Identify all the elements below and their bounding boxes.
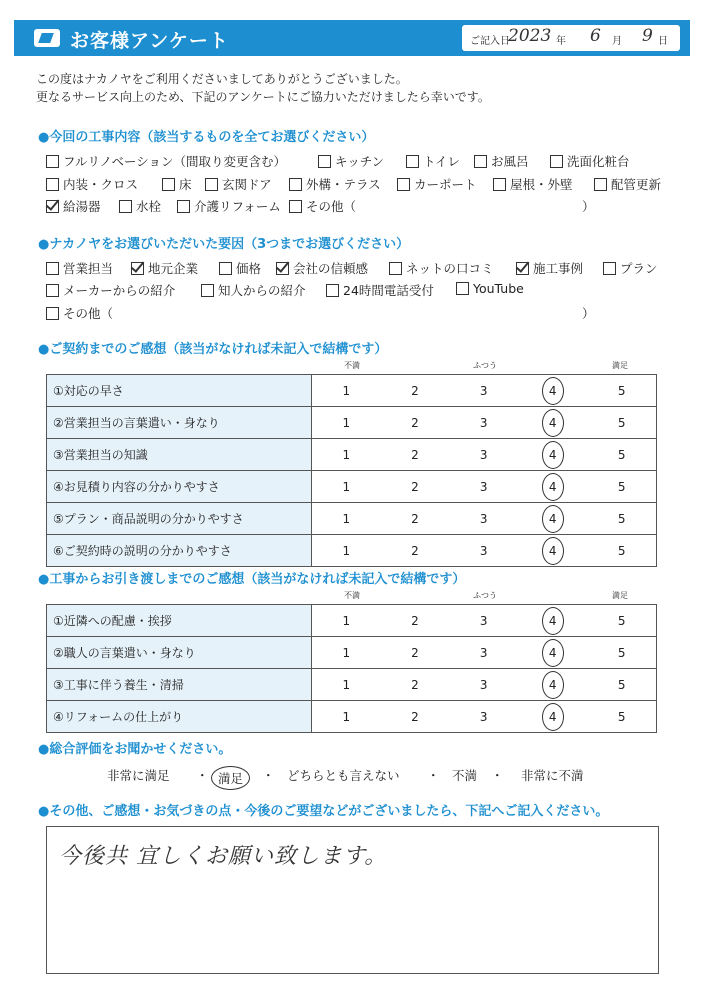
rating-option[interactable]: 1 (342, 415, 351, 430)
checkbox[interactable] (318, 155, 331, 168)
checkbox[interactable] (516, 262, 529, 275)
rating-cell[interactable] (518, 375, 587, 407)
construction-question: ④リフォームの仕上がり (47, 701, 312, 733)
work-option[interactable] (550, 152, 630, 170)
reason-option[interactable] (516, 259, 583, 277)
rating-cell[interactable] (518, 407, 587, 439)
rating-cell[interactable] (381, 407, 450, 439)
rating-cell[interactable] (449, 503, 518, 535)
rating-cell[interactable] (587, 375, 656, 407)
construction-question: ③工事に伴う養生・清掃 (47, 669, 312, 701)
reason-option[interactable] (201, 281, 306, 299)
rating-option[interactable]: 3 (479, 383, 488, 398)
work-option-label: 屋根・外壁 (510, 177, 573, 192)
section-overall-title: ●総合評価をお聞かせください。 (38, 742, 232, 757)
contract-question: ⑤プラン・商品説明の分かりやすさ (47, 503, 312, 535)
section-contract-title: ●ご契約までのご感想（該当がなければ未記入で結構です） (38, 342, 388, 357)
checkbox[interactable] (205, 178, 218, 191)
rating-cell[interactable] (587, 669, 656, 701)
reason-other-close: ） (582, 306, 595, 321)
rating-cell[interactable] (381, 701, 450, 733)
rating-selected[interactable]: 4 (542, 473, 564, 501)
rating-option[interactable]: 3 (479, 709, 488, 724)
scale-high-label: 満足 (612, 361, 628, 370)
overall-selected-option[interactable]: 満足 (211, 766, 250, 790)
work-option-label: トイレ (423, 154, 460, 169)
work-option[interactable] (119, 197, 161, 215)
rating-option[interactable]: 2 (411, 709, 419, 724)
rating-cell[interactable] (449, 439, 518, 471)
rating-cell[interactable] (311, 669, 380, 701)
date-label: ご記入日 (470, 36, 510, 47)
construction-question: ②職人の言葉遣い・身なり (47, 637, 312, 669)
table-row (47, 535, 657, 567)
checkbox[interactable] (550, 155, 563, 168)
contract-rating-table (46, 374, 657, 567)
contract-question: ③営業担当の知識 (47, 439, 312, 471)
rating-selected[interactable]: 4 (542, 639, 564, 667)
checkbox[interactable] (46, 155, 59, 168)
rating-option[interactable]: 3 (479, 415, 488, 430)
rating-cell[interactable] (311, 471, 380, 503)
work-option-label: 外構・テラス (306, 177, 381, 192)
rating-cell[interactable] (449, 701, 518, 733)
reason-option[interactable] (456, 281, 524, 296)
month-unit: 月 (612, 36, 622, 47)
work-option-label: 給湯器 (63, 199, 101, 214)
work-option[interactable] (46, 197, 101, 215)
reason-option-label: 地元企業 (148, 261, 199, 276)
checkbox[interactable] (46, 307, 59, 320)
rating-cell[interactable] (449, 535, 518, 567)
rating-option[interactable]: 2 (411, 415, 419, 430)
rating-option[interactable]: 5 (617, 511, 626, 526)
checkbox[interactable] (119, 200, 132, 213)
checkbox[interactable] (219, 262, 232, 275)
checkbox[interactable] (603, 262, 616, 275)
reason-option-label: YouTube (473, 281, 524, 296)
date-box (462, 25, 680, 51)
reason-option-label: その他（ (63, 306, 114, 321)
work-option-label: フルリノベーション（間取り変更含む） (63, 154, 287, 169)
rating-option[interactable]: 2 (411, 677, 419, 692)
rating-option[interactable]: 1 (342, 645, 351, 660)
rating-cell[interactable] (381, 439, 450, 471)
contract-question: ①対応の早さ (47, 375, 312, 407)
checkbox[interactable] (289, 178, 302, 191)
rating-option[interactable]: 1 (342, 613, 351, 628)
rating-cell[interactable] (587, 637, 656, 669)
work-option-label: お風呂 (491, 154, 529, 169)
rating-cell[interactable] (311, 407, 380, 439)
work-option[interactable] (162, 175, 192, 193)
contract-question: ②営業担当の言葉遣い・身なり (47, 407, 312, 439)
checkbox[interactable] (326, 284, 339, 297)
section-comment-title: ●その他、ご感想・お気づきの点・今後のご要望などがございましたら、下記へご記入ください。 (38, 804, 609, 819)
rating-cell[interactable] (449, 605, 518, 637)
rating-cell[interactable] (311, 605, 380, 637)
reason-option[interactable] (603, 259, 658, 277)
header-bar (14, 20, 690, 56)
checkbox[interactable] (474, 155, 487, 168)
rating-option[interactable]: 5 (617, 383, 626, 398)
rating-cell[interactable] (449, 669, 518, 701)
rating-cell[interactable] (381, 535, 450, 567)
scale-mid-label: ふつう (473, 361, 497, 370)
rating-cell[interactable] (587, 503, 656, 535)
work-option[interactable] (474, 152, 529, 170)
work-option[interactable] (318, 152, 384, 170)
rating-option[interactable]: 5 (617, 479, 626, 494)
separator: ・ (427, 768, 440, 783)
table-row (47, 605, 657, 637)
rating-option[interactable]: 1 (342, 709, 351, 724)
rating-option[interactable]: 5 (617, 543, 626, 558)
checkbox[interactable] (46, 284, 59, 297)
date-month[interactable]: 6 (590, 26, 601, 46)
rating-cell[interactable] (518, 605, 587, 637)
rating-cell[interactable] (518, 439, 587, 471)
contract-question: ④お見積り内容の分かりやすさ (47, 471, 312, 503)
reason-option[interactable] (276, 259, 368, 277)
work-option-label: 内装・クロス (63, 177, 139, 192)
comment-text[interactable]: 今後共 宜しくお願い致します。 (59, 844, 388, 869)
reason-option[interactable] (46, 304, 113, 322)
rating-selected[interactable]: 4 (542, 703, 564, 731)
checkbox[interactable] (397, 178, 410, 191)
rating-option[interactable]: 2 (411, 543, 419, 558)
separator: ・ (196, 768, 209, 783)
rating-option[interactable]: 5 (617, 447, 626, 462)
table-row (47, 669, 657, 701)
reason-option-label: 価格 (236, 261, 262, 276)
company-logo-icon (34, 29, 60, 47)
reason-option[interactable] (219, 259, 261, 277)
work-option[interactable] (406, 152, 460, 170)
work-option-label: 玄関ドア (222, 177, 272, 192)
work-option[interactable] (594, 175, 661, 193)
rating-cell[interactable] (381, 605, 450, 637)
rating-selected[interactable]: 4 (542, 409, 564, 437)
separator: ・ (262, 768, 275, 783)
checkbox[interactable] (46, 262, 59, 275)
rating-selected[interactable]: 4 (542, 671, 564, 699)
reason-option-label: メーカーからの紹介 (63, 283, 176, 298)
reason-option-label: ネットの口コミ (406, 261, 494, 276)
contract-question: ⑥ご契約時の説明の分かりやすさ (47, 535, 312, 567)
work-option-label: 床 (179, 177, 192, 192)
rating-option[interactable]: 5 (617, 709, 626, 724)
reason-option[interactable] (46, 259, 113, 277)
reason-option-label: 会社の信頼感 (293, 261, 369, 276)
table-row (47, 407, 657, 439)
rating-cell[interactable] (311, 535, 380, 567)
rating-cell[interactable] (311, 701, 380, 733)
rating-option[interactable]: 3 (479, 677, 488, 692)
rating-cell[interactable] (381, 471, 450, 503)
rating-option[interactable]: 5 (617, 613, 626, 628)
overall-option[interactable]: どちらとも言えない (287, 768, 400, 783)
rating-selected[interactable]: 4 (542, 441, 564, 469)
table-row (47, 503, 657, 535)
table-row (47, 375, 657, 407)
rating-option[interactable]: 3 (479, 645, 488, 660)
overall-option[interactable]: 非常に不満 (521, 768, 584, 783)
work-option-label: 介護リフォーム (194, 199, 281, 214)
rating-cell[interactable] (518, 535, 587, 567)
rating-cell[interactable] (311, 637, 380, 669)
construction-question: ①近隣への配慮・挨拶 (47, 605, 312, 637)
checkbox[interactable] (406, 155, 419, 168)
rating-option[interactable]: 1 (342, 677, 351, 692)
rating-cell[interactable] (381, 669, 450, 701)
rating-cell[interactable] (518, 701, 587, 733)
table-row (47, 439, 657, 471)
work-option-label: カーポート (414, 177, 477, 192)
rating-option[interactable]: 2 (411, 613, 419, 628)
reason-option-label: 営業担当 (63, 261, 114, 276)
rating-cell[interactable] (311, 503, 380, 535)
checkbox[interactable] (162, 178, 175, 191)
rating-option[interactable]: 3 (479, 479, 488, 494)
checkbox[interactable] (456, 282, 469, 295)
section-reason-title: ●ナカノヤをお選びいただいた要因（3つまでお選びください） (38, 237, 410, 252)
reason-option-label: プラン (620, 261, 658, 276)
rating-option[interactable]: 1 (342, 479, 351, 494)
rating-cell[interactable] (449, 375, 518, 407)
rating-option[interactable]: 3 (479, 447, 488, 462)
rating-selected[interactable]: 4 (542, 505, 564, 533)
rating-cell[interactable] (587, 535, 656, 567)
rating-cell[interactable] (311, 375, 380, 407)
checkbox[interactable] (289, 200, 302, 213)
rating-option[interactable]: 3 (479, 613, 488, 628)
date-year[interactable]: 2023 (508, 26, 552, 46)
scale-high-label: 満足 (612, 591, 628, 600)
rating-cell[interactable] (587, 701, 656, 733)
rating-cell[interactable] (518, 637, 587, 669)
rating-cell[interactable] (381, 375, 450, 407)
rating-cell[interactable] (449, 637, 518, 669)
work-option[interactable] (289, 175, 381, 193)
checkbox[interactable] (389, 262, 402, 275)
reason-option-label: 知人からの紹介 (218, 283, 306, 298)
work-option-label: キッチン (335, 154, 385, 169)
rating-selected[interactable]: 4 (542, 607, 564, 635)
rating-cell[interactable] (587, 439, 656, 471)
overall-option[interactable]: 不満 (452, 768, 478, 783)
rating-option[interactable]: 2 (411, 447, 419, 462)
rating-selected[interactable]: 4 (542, 537, 564, 565)
checkbox[interactable] (131, 262, 144, 275)
scale-low-label: 不満 (344, 591, 360, 600)
checkbox[interactable] (493, 178, 506, 191)
scale-low-label: 不満 (344, 361, 360, 370)
rating-cell[interactable] (518, 503, 587, 535)
work-option[interactable] (46, 152, 286, 170)
work-option-label: その他（ (306, 199, 357, 214)
reason-option-label: 施工事例 (533, 261, 584, 276)
work-option[interactable] (289, 197, 356, 215)
checkbox[interactable] (46, 178, 59, 191)
work-option[interactable] (397, 175, 477, 193)
table-row (47, 471, 657, 503)
rating-cell[interactable] (518, 669, 587, 701)
checkbox[interactable] (594, 178, 607, 191)
rating-option[interactable]: 3 (479, 511, 488, 526)
rating-option[interactable]: 5 (617, 415, 626, 430)
rating-option[interactable]: 2 (411, 511, 419, 526)
rating-option[interactable]: 5 (617, 645, 626, 660)
work-option[interactable] (177, 197, 281, 215)
reason-option[interactable] (46, 281, 175, 299)
rating-cell[interactable] (518, 471, 587, 503)
rating-cell[interactable] (381, 637, 450, 669)
comment-box[interactable] (46, 826, 659, 974)
separator: ・ (491, 768, 504, 783)
scale-mid-label: ふつう (473, 591, 497, 600)
rating-cell[interactable] (311, 439, 380, 471)
work-option-label: 洗面化粧台 (567, 154, 630, 169)
day-unit: 日 (658, 36, 668, 47)
table-row (47, 637, 657, 669)
intro-line-2: 更なるサービス向上のため、下記のアンケートにご協力いただけましたら幸いです。 (36, 90, 490, 104)
checkbox[interactable] (201, 284, 214, 297)
rating-cell[interactable] (587, 471, 656, 503)
work-option[interactable] (493, 175, 573, 193)
rating-option[interactable]: 1 (342, 447, 351, 462)
section-work-title: ●今回の工事内容（該当するものを全てお選びください） (38, 130, 375, 145)
rating-option[interactable]: 1 (342, 543, 351, 558)
construction-rating-table (46, 604, 657, 733)
page-title: お客様アンケート (70, 30, 229, 52)
year-unit: 年 (556, 36, 566, 47)
table-row (47, 701, 657, 733)
intro-line-1: この度はナカノヤをご利用くださいましてありがとうございました。 (36, 72, 408, 86)
rating-cell[interactable] (449, 407, 518, 439)
reason-option[interactable] (326, 281, 434, 299)
rating-option[interactable]: 2 (411, 645, 419, 660)
rating-cell[interactable] (587, 605, 656, 637)
checkbox[interactable] (177, 200, 190, 213)
work-option[interactable] (205, 175, 272, 193)
reason-option[interactable] (389, 259, 494, 277)
overall-option[interactable]: 非常に満足 (107, 768, 170, 783)
work-option-label: 配管更新 (611, 177, 662, 192)
rating-cell[interactable] (449, 471, 518, 503)
reason-option[interactable] (131, 259, 198, 277)
rating-option[interactable]: 3 (479, 543, 488, 558)
rating-selected[interactable]: 4 (542, 377, 564, 405)
rating-cell[interactable] (587, 407, 656, 439)
reason-option-label: 24時間電話受付 (343, 283, 434, 298)
checkbox[interactable] (276, 262, 289, 275)
rating-option[interactable]: 2 (411, 479, 419, 494)
rating-option[interactable]: 5 (617, 677, 626, 692)
work-other-close: ） (582, 199, 595, 214)
rating-option[interactable]: 1 (342, 511, 351, 526)
rating-cell[interactable] (381, 503, 450, 535)
work-option-label: 水栓 (136, 199, 162, 214)
rating-option[interactable]: 1 (342, 383, 351, 398)
section-construction-title: ●工事からお引き渡しまでのご感想（該当がなければ未記入で結構です） (38, 572, 466, 587)
date-day[interactable]: 9 (642, 26, 653, 46)
work-option[interactable] (46, 175, 138, 193)
rating-option[interactable]: 2 (411, 383, 419, 398)
checkbox[interactable] (46, 200, 59, 213)
